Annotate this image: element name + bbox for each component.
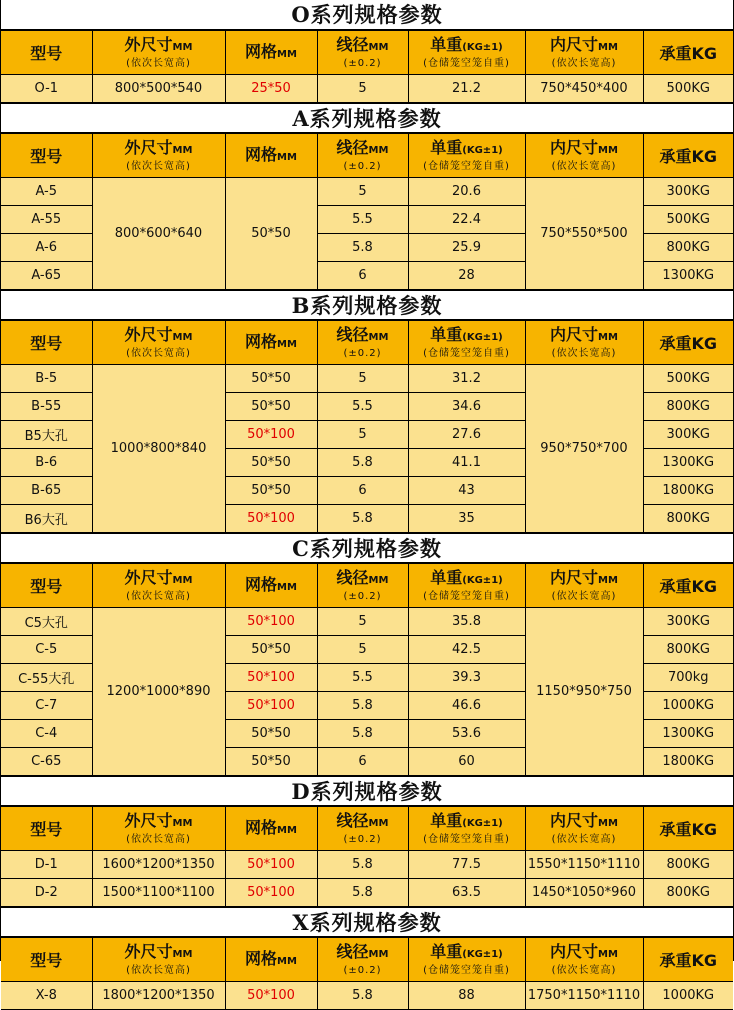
table-header	[1, 938, 733, 982]
header-model: 型号	[1, 807, 92, 851]
header-outer: 外尺寸MM (依次长宽高)	[92, 807, 225, 851]
cell-model: C5大孔	[1, 608, 92, 636]
cell-mesh: 50*50	[225, 748, 317, 776]
cell-model: D-1	[1, 851, 92, 879]
cell-mesh: 50*50	[225, 636, 317, 664]
cell-model: A-55	[1, 206, 92, 234]
cell-mesh: 50*100	[225, 879, 317, 907]
spec-table-c	[1, 563, 733, 776]
cell-model: A-5	[1, 178, 92, 206]
table-header	[1, 31, 733, 75]
table-row	[1, 879, 733, 907]
header-wire: 线径MM (±0.2)	[317, 938, 408, 982]
cell-weight: 27.6	[408, 421, 525, 449]
cell-mesh: 50*100	[225, 608, 317, 636]
cell-mesh: 50*50	[225, 365, 317, 393]
cell-weight: 35	[408, 505, 525, 533]
table-row	[1, 982, 733, 1010]
cell-model: X-8	[1, 982, 92, 1010]
cell-mesh: 50*50	[225, 477, 317, 505]
cell-mesh: 50*50	[225, 449, 317, 477]
cell-weight: 39.3	[408, 664, 525, 692]
cell-weight: 28	[408, 262, 525, 290]
cell-weight: 34.6	[408, 393, 525, 421]
header-outer: 外尺寸MM (依次长宽高)	[92, 938, 225, 982]
cell-load: 1000KG	[643, 982, 733, 1010]
cell-load: 500KG	[643, 365, 733, 393]
table-header	[1, 564, 733, 608]
cell-model: D-2	[1, 879, 92, 907]
cell-load: 800KG	[643, 851, 733, 879]
spec-table-d	[1, 806, 733, 907]
section-title-c: C系列规格参数	[1, 533, 733, 563]
cell-inner: 950*750*700	[525, 365, 643, 533]
cell-inner: 1750*1150*1110	[525, 982, 643, 1010]
cell-load: 1300KG	[643, 720, 733, 748]
table-row	[1, 851, 733, 879]
header-weight: 单重(KG±1) (仓储笼空笼自重)	[408, 321, 525, 365]
cell-outer: 800*600*640	[92, 178, 225, 290]
cell-wire: 5	[317, 421, 408, 449]
table-row	[1, 75, 733, 103]
cell-outer: 1500*1100*1100	[92, 879, 225, 907]
table-row	[1, 608, 733, 636]
cell-model: C-65	[1, 748, 92, 776]
cell-weight: 42.5	[408, 636, 525, 664]
cell-weight: 46.6	[408, 692, 525, 720]
cell-weight: 41.1	[408, 449, 525, 477]
table-header	[1, 807, 733, 851]
cell-model: C-4	[1, 720, 92, 748]
header-model: 型号	[1, 938, 92, 982]
cell-weight: 20.6	[408, 178, 525, 206]
header-load: 承重KG	[643, 938, 733, 982]
cell-wire: 5	[317, 178, 408, 206]
cell-outer: 1600*1200*1350	[92, 851, 225, 879]
cell-weight: 31.2	[408, 365, 525, 393]
cell-weight: 88	[408, 982, 525, 1010]
cell-load: 500KG	[643, 206, 733, 234]
section-title-o: O系列规格参数	[1, 0, 733, 30]
cell-load: 800KG	[643, 879, 733, 907]
cell-model: B-55	[1, 393, 92, 421]
header-wire: 线径MM (±0.2)	[317, 31, 408, 75]
header-mesh: 网格MM	[225, 321, 317, 365]
cell-wire: 6	[317, 262, 408, 290]
cell-load: 800KG	[643, 234, 733, 262]
cell-inner: 1150*950*750	[525, 608, 643, 776]
spec-table-a	[1, 133, 733, 290]
header-outer: 外尺寸MM (依次长宽高)	[92, 31, 225, 75]
cell-weight: 25.9	[408, 234, 525, 262]
cell-load: 800KG	[643, 636, 733, 664]
section-title-x: X系列规格参数	[1, 907, 733, 937]
cell-model: B6大孔	[1, 505, 92, 533]
cell-model: B-5	[1, 365, 92, 393]
cell-inner: 1550*1150*1110	[525, 851, 643, 879]
table-row	[1, 365, 733, 393]
cell-model: A-65	[1, 262, 92, 290]
cell-mesh: 50*100	[225, 421, 317, 449]
header-load: 承重KG	[643, 564, 733, 608]
cell-mesh: 50*50	[225, 720, 317, 748]
cell-wire: 6	[317, 748, 408, 776]
cell-weight: 60	[408, 748, 525, 776]
cell-inner: 750*550*500	[525, 178, 643, 290]
cell-wire: 5.8	[317, 720, 408, 748]
header-inner: 内尺寸MM (依次长宽高)	[525, 564, 643, 608]
cell-mesh: 50*100	[225, 692, 317, 720]
header-wire: 线径MM (±0.2)	[317, 321, 408, 365]
cell-wire: 5	[317, 636, 408, 664]
cell-outer: 1200*1000*890	[92, 608, 225, 776]
spec-table-x	[1, 937, 733, 1010]
cell-model: C-5	[1, 636, 92, 664]
cell-weight: 77.5	[408, 851, 525, 879]
cell-model: C-7	[1, 692, 92, 720]
cell-load: 300KG	[643, 421, 733, 449]
header-mesh: 网格MM	[225, 807, 317, 851]
header-wire: 线径MM (±0.2)	[317, 134, 408, 178]
cell-mesh: 50*50	[225, 178, 317, 290]
header-model: 型号	[1, 564, 92, 608]
table-row	[1, 178, 733, 206]
cell-mesh: 50*100	[225, 664, 317, 692]
cell-load: 1300KG	[643, 449, 733, 477]
cell-load: 1000KG	[643, 692, 733, 720]
cell-wire: 5	[317, 75, 408, 103]
cell-wire: 5	[317, 608, 408, 636]
cell-wire: 5.8	[317, 851, 408, 879]
cell-weight: 53.6	[408, 720, 525, 748]
section-title-a: A系列规格参数	[1, 103, 733, 133]
spec-table-b	[1, 320, 733, 533]
header-weight: 单重(KG±1) (仓储笼空笼自重)	[408, 31, 525, 75]
header-load: 承重KG	[643, 134, 733, 178]
cell-outer: 1800*1200*1350	[92, 982, 225, 1010]
cell-load: 500KG	[643, 75, 733, 103]
header-mesh: 网格MM	[225, 564, 317, 608]
cell-mesh: 50*50	[225, 393, 317, 421]
cell-load: 300KG	[643, 178, 733, 206]
header-mesh: 网格MM	[225, 938, 317, 982]
header-weight: 单重(KG±1) (仓储笼空笼自重)	[408, 564, 525, 608]
cell-mesh: 25*50	[225, 75, 317, 103]
header-inner: 内尺寸MM (依次长宽高)	[525, 31, 643, 75]
header-model: 型号	[1, 321, 92, 365]
cell-outer: 1000*800*840	[92, 365, 225, 533]
cell-weight: 35.8	[408, 608, 525, 636]
cell-inner: 750*450*400	[525, 75, 643, 103]
header-wire: 线径MM (±0.2)	[317, 807, 408, 851]
cell-mesh: 50*100	[225, 982, 317, 1010]
cell-wire: 5.5	[317, 664, 408, 692]
header-wire: 线径MM (±0.2)	[317, 564, 408, 608]
section-title-d: D系列规格参数	[1, 776, 733, 806]
cell-wire: 5.5	[317, 393, 408, 421]
header-weight: 单重(KG±1) (仓储笼空笼自重)	[408, 807, 525, 851]
header-model: 型号	[1, 31, 92, 75]
cell-weight: 43	[408, 477, 525, 505]
header-load: 承重KG	[643, 321, 733, 365]
header-load: 承重KG	[643, 31, 733, 75]
cell-weight: 22.4	[408, 206, 525, 234]
cell-weight: 21.2	[408, 75, 525, 103]
cell-model: O-1	[1, 75, 92, 103]
cell-model: B-65	[1, 477, 92, 505]
header-weight: 单重(KG±1) (仓储笼空笼自重)	[408, 938, 525, 982]
header-model: 型号	[1, 134, 92, 178]
cell-load: 300KG	[643, 608, 733, 636]
cell-wire: 6	[317, 477, 408, 505]
cell-wire: 5.8	[317, 234, 408, 262]
cell-model: C-55大孔	[1, 664, 92, 692]
header-inner: 内尺寸MM (依次长宽高)	[525, 938, 643, 982]
header-outer: 外尺寸MM (依次长宽高)	[92, 134, 225, 178]
cell-mesh: 50*100	[225, 505, 317, 533]
cell-wire: 5.8	[317, 879, 408, 907]
cell-mesh: 50*100	[225, 851, 317, 879]
spec-table-o	[1, 30, 733, 103]
header-outer: 外尺寸MM (依次长宽高)	[92, 564, 225, 608]
cell-model: B-6	[1, 449, 92, 477]
cell-model: B5大孔	[1, 421, 92, 449]
table-header	[1, 134, 733, 178]
header-mesh: 网格MM	[225, 31, 317, 75]
cell-wire: 5.8	[317, 449, 408, 477]
cell-load: 800KG	[643, 505, 733, 533]
header-inner: 内尺寸MM (依次长宽高)	[525, 807, 643, 851]
header-mesh: 网格MM	[225, 134, 317, 178]
cell-wire: 5.8	[317, 505, 408, 533]
cell-inner: 1450*1050*960	[525, 879, 643, 907]
cell-model: A-6	[1, 234, 92, 262]
cell-outer: 800*500*540	[92, 75, 225, 103]
header-inner: 内尺寸MM (依次长宽高)	[525, 321, 643, 365]
cell-wire: 5.5	[317, 206, 408, 234]
cell-wire: 5.8	[317, 982, 408, 1010]
header-inner: 内尺寸MM (依次长宽高)	[525, 134, 643, 178]
cell-load: 700kg	[643, 664, 733, 692]
section-title-b: B系列规格参数	[1, 290, 733, 320]
table-header	[1, 321, 733, 365]
header-weight: 单重(KG±1) (仓储笼空笼自重)	[408, 134, 525, 178]
cell-load: 1800KG	[643, 748, 733, 776]
cell-load: 800KG	[643, 393, 733, 421]
cell-wire: 5	[317, 365, 408, 393]
header-outer: 外尺寸MM (依次长宽高)	[92, 321, 225, 365]
cell-load: 1800KG	[643, 477, 733, 505]
cell-wire: 5.8	[317, 692, 408, 720]
cell-load: 1300KG	[643, 262, 733, 290]
header-load: 承重KG	[643, 807, 733, 851]
cell-weight: 63.5	[408, 879, 525, 907]
